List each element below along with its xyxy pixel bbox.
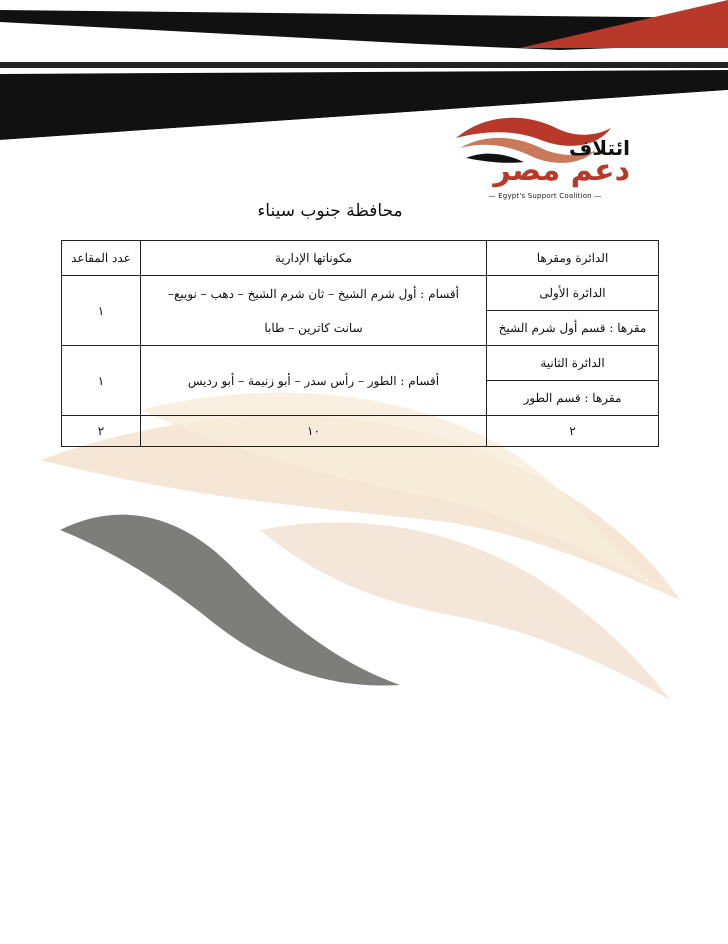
total-districts: ٢ bbox=[487, 416, 659, 447]
district-hq: مقرها : قسم أول شرم الشيخ bbox=[487, 311, 659, 346]
header-components: مكوناتها الإدارية bbox=[141, 241, 487, 276]
seats-table bbox=[61, 240, 659, 447]
district-name: الدائرة الأولى bbox=[487, 276, 659, 311]
components-line: أقسام : أول شرم الشيخ – ثان شرم الشيخ – دهب – نويبع– bbox=[167, 286, 459, 301]
total-components: ١٠ bbox=[141, 416, 487, 447]
header-seats: عدد المقاعد bbox=[62, 241, 141, 276]
district-components: أقسام : الطور – رأس سدر – أبو زنيمة – أبو رديس bbox=[141, 346, 487, 416]
table-row bbox=[62, 346, 659, 381]
district-hq: مقرها : قسم الطور bbox=[487, 381, 659, 416]
components-line: سانت كاترين – طابا bbox=[264, 320, 363, 335]
document-title: محافظة جنوب سيناء bbox=[257, 201, 403, 221]
district-seats: ١ bbox=[62, 276, 141, 346]
table-totals-row bbox=[62, 416, 659, 447]
table-row bbox=[62, 276, 659, 311]
logo-text-coalition: ائتلاف bbox=[569, 136, 630, 160]
district-seats: ١ bbox=[62, 346, 141, 416]
logo-tagline: — Egypt's Support Coalition — bbox=[488, 192, 602, 200]
total-seats: ٢ bbox=[62, 416, 141, 447]
table-header-row bbox=[62, 241, 659, 276]
header-district: الدائرة ومقرها bbox=[487, 241, 659, 276]
logo-text-name: دعم مصر bbox=[493, 153, 630, 188]
district-name: الدائرة الثانية bbox=[487, 346, 659, 381]
district-components bbox=[141, 276, 487, 346]
